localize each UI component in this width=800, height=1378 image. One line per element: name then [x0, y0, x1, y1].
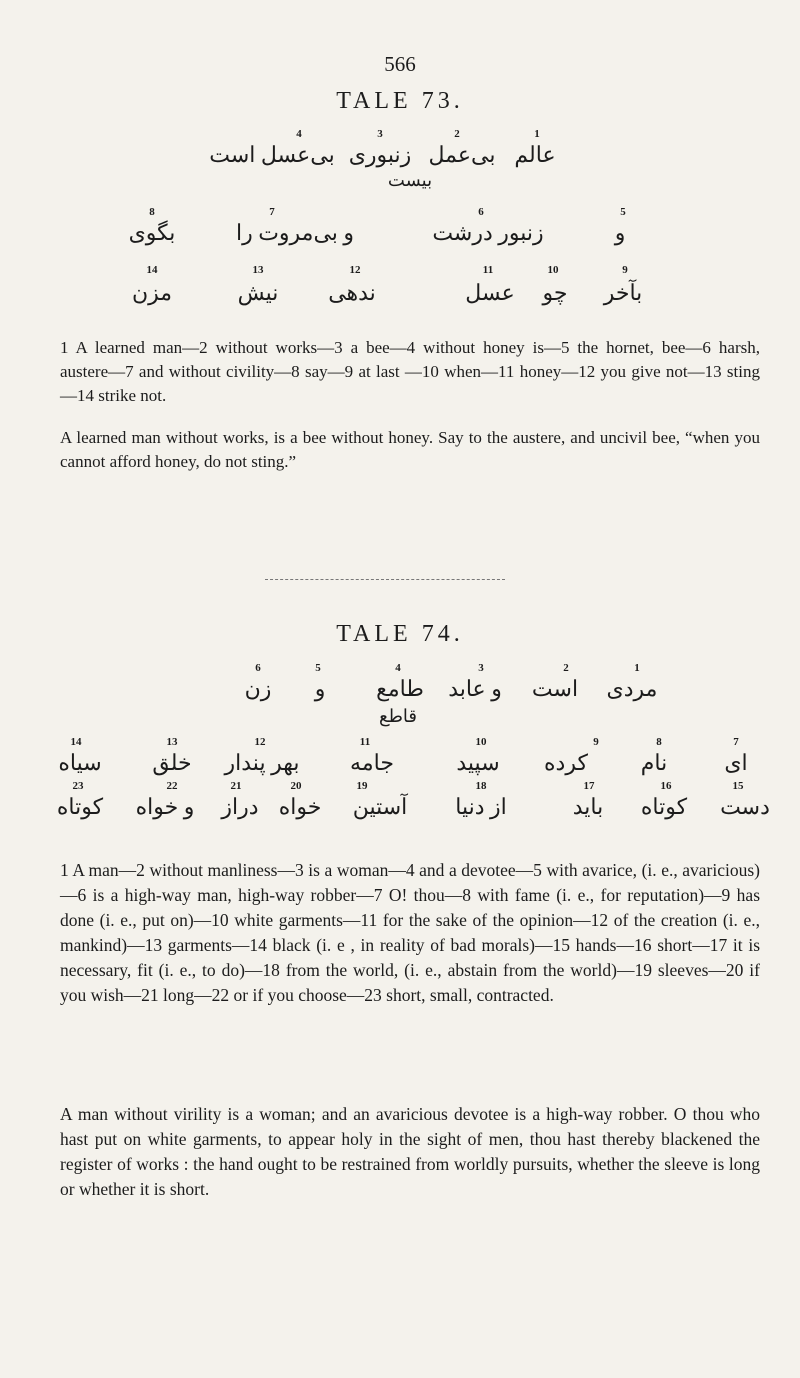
tale-73-title: TALE 73.: [336, 88, 464, 114]
tale-74-row3-persian: [0, 794, 800, 824]
word-number: 21: [230, 780, 242, 792]
word-number: 13: [252, 264, 264, 276]
tale-74-row1-persian: [0, 676, 800, 706]
word-number: 6: [255, 662, 261, 674]
word-number: 4: [296, 128, 302, 140]
word-number: 22: [166, 780, 178, 792]
tale-74-glossary: 1 A man—2 without manliness—3 is a woman—4 and a devotee—5 with avarice, (i. e., avaricious)—6 is a high-way man, high-way robber—7 O! thou—8 with fame (i. e., for reputation)—9 has done (i. e., put on)—10 white garments—11 for the sake of the opinion—12 of the creation (i. e., mankind)—13 garments—14 black (i. e , in reality of bad morals)—15 hands—16 short—17 it is necessary, fit (i. e., to do)—18 from the world, (i. e., abstain from the world)—19 sleeves—20 if you wish—21 long—22 or if you choose—23 short, small, contracted.: [60, 860, 760, 1005]
tale-74-row1-continuation: [0, 706, 800, 736]
persian-word: بگوی: [128, 220, 176, 245]
persian-word: ندهی: [328, 280, 376, 305]
word-number: 17: [583, 780, 595, 792]
persian-word: دراز: [221, 794, 259, 819]
persian-word: قاطع: [379, 706, 417, 726]
word-number: 20: [290, 780, 302, 792]
word-number: 14: [70, 736, 82, 748]
word-number: 7: [733, 736, 739, 748]
persian-word: ای: [724, 750, 748, 775]
persian-word: نیش: [237, 280, 279, 305]
persian-word: و عابد: [448, 676, 502, 701]
tale-73-translation: A learned man without works, is a bee without honey. Say to the austere, and uncivil bee, “when you cannot afford honey, do not sting.”: [60, 428, 760, 471]
persian-word: و بی‌مروت را: [235, 220, 355, 245]
persian-word: بی‌عمل: [428, 142, 496, 167]
word-number: 3: [478, 662, 484, 674]
word-number: 5: [315, 662, 321, 674]
word-number: 23: [72, 780, 84, 792]
persian-word: سپید: [456, 750, 500, 775]
word-number: 6: [478, 206, 484, 218]
persian-word: است: [531, 676, 579, 701]
persian-word: خلق: [152, 750, 192, 775]
word-number: 8: [149, 206, 155, 218]
word-number: 9: [622, 264, 628, 276]
word-number: 12: [349, 264, 361, 276]
word-number: 11: [482, 264, 494, 276]
persian-word: طامع: [376, 676, 424, 701]
word-number: 10: [475, 736, 487, 748]
persian-word: آستین: [352, 794, 408, 819]
persian-word: بآخر: [603, 280, 643, 305]
persian-word: کرده: [544, 750, 588, 775]
word-number: 13: [166, 736, 178, 748]
word-number: 1: [634, 662, 640, 674]
word-number: 14: [146, 264, 158, 276]
word-number: 1: [534, 128, 540, 140]
persian-word: از دنیا: [455, 794, 507, 819]
word-number: 11: [359, 736, 371, 748]
word-number: 16: [660, 780, 672, 792]
persian-word: کوتاه: [640, 794, 688, 819]
persian-word: سیاه: [58, 750, 102, 775]
persian-word: و: [314, 676, 326, 701]
persian-word: باید: [572, 794, 604, 819]
tale-73-row1-persian: [0, 142, 800, 172]
word-number: 4: [395, 662, 401, 674]
persian-word: زنبوری: [348, 142, 412, 167]
persian-word: دست: [720, 794, 770, 819]
tale-74-translation: A man without virility is a woman; and an avaricious devotee is a high-way robber. O thou who hast put on white garments, to appear holy in the sight of men, thou hast thereby blackened the register of works : the hand ought to be restrained from worldly pursuits, whether the sleeve is long or whether it is short.: [60, 1104, 760, 1199]
word-number: 15: [732, 780, 744, 792]
persian-word: جامه: [350, 750, 394, 775]
tale-74-title: TALE 74.: [336, 621, 464, 647]
word-number: 5: [620, 206, 626, 218]
persian-word: چو: [542, 280, 568, 305]
word-number: 8: [656, 736, 662, 748]
word-number: 9: [593, 736, 599, 748]
persian-word: بیست: [387, 170, 433, 190]
persian-word: و خواه: [135, 794, 195, 819]
persian-word: عسل: [465, 280, 515, 305]
persian-word: زنبور درشت: [432, 220, 544, 245]
tale-73-row3-persian: [0, 280, 800, 310]
persian-word: بهر پندار: [224, 750, 300, 775]
word-number: 3: [377, 128, 383, 140]
persian-word: زن: [244, 676, 272, 701]
tale-73-glossary: 1 A learned man—2 without works—3 a bee—4 without honey is—5 the hornet, bee—6 harsh, austere—7 and without civility—8 say—9 at last —10 when—11 honey—12 you give not—13 sting—14 strike not.: [60, 338, 760, 405]
word-number: 7: [269, 206, 275, 218]
word-number: 12: [254, 736, 266, 748]
word-number: 2: [563, 662, 569, 674]
word-number: 19: [356, 780, 368, 792]
persian-word: کوتاه: [56, 794, 104, 819]
persian-word: عالم: [514, 142, 556, 167]
word-number: 18: [475, 780, 487, 792]
word-number: 10: [547, 264, 559, 276]
persian-word: مردی: [606, 676, 658, 701]
persian-word: نام: [640, 750, 668, 775]
word-number: 2: [454, 128, 460, 140]
tale-73-row2-persian: [0, 220, 800, 250]
section-divider: [265, 579, 505, 580]
persian-word: مزن: [131, 280, 173, 305]
tale-73-row1-continuation: [0, 170, 800, 200]
persian-word: و: [614, 220, 626, 245]
persian-word: خواه: [278, 794, 322, 819]
tale-74-row2-persian: [0, 750, 800, 780]
page-number: 566: [384, 52, 416, 76]
persian-word: بی‌عسل است: [209, 142, 335, 167]
